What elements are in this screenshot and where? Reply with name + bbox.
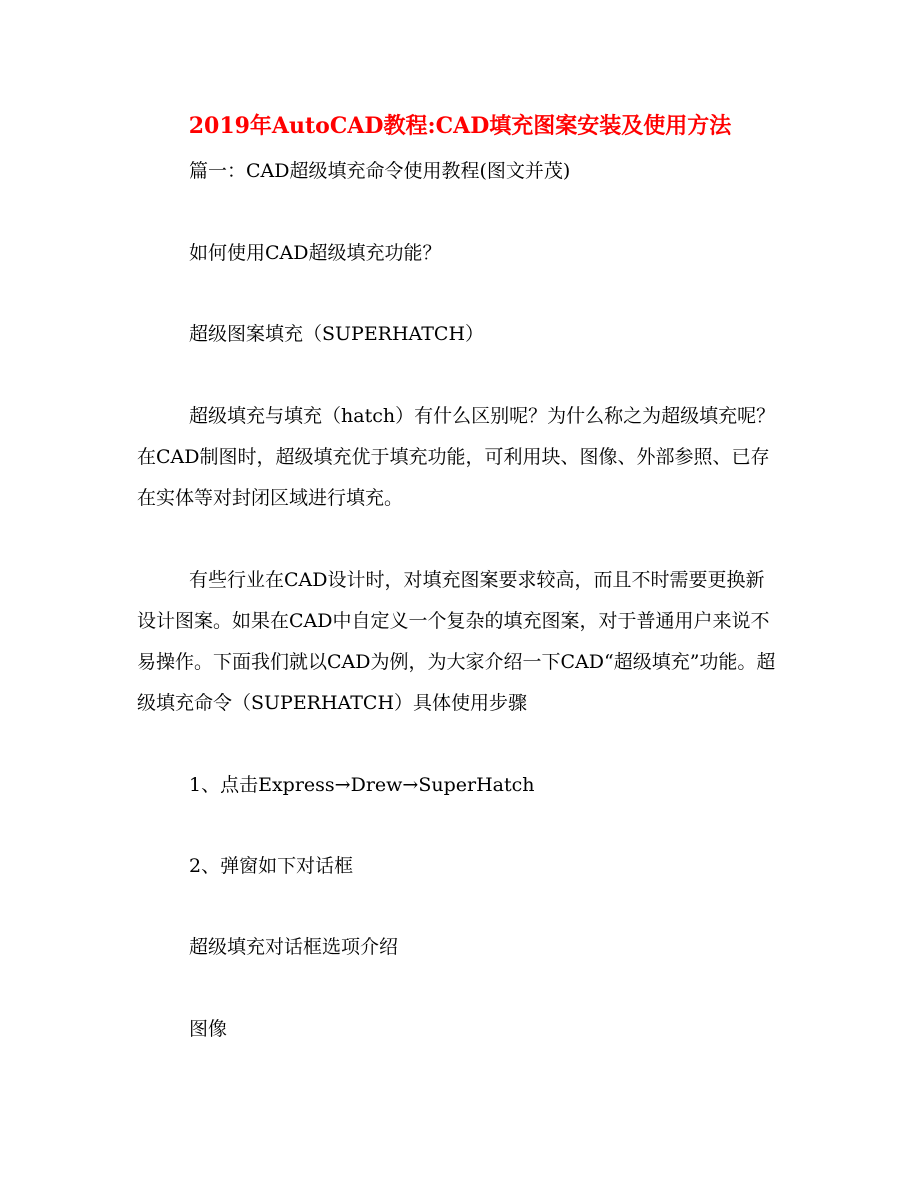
item-label-image: 图像: [189, 1018, 228, 1040]
paragraph-industry: 有些行业在CAD设计时，对填充图案要求较高，而且不时需要更换新设计图案。如果在CAD中自定义一个复杂的填充图案，对于普通用户来说不易操作。下面我们就以CAD为例，为大家介绍一下CAD“超级填充”功能。超级填充命令（SUPERHATCH）具体使用步骤: [137, 569, 776, 714]
document-title: 2019年AutoCAD教程:CAD填充图案安装及使用方法: [188, 113, 732, 139]
heading-how-to-use: 如何使用CAD超级填充功能？: [189, 242, 442, 264]
step-one: 1、点击Express→Drew→SuperHatch: [189, 774, 535, 796]
heading-superhatch: 超级图案填充（SUPERHATCH）: [189, 323, 485, 345]
section-label-dialog-options: 超级填充对话框选项介绍: [189, 936, 399, 958]
heading-article-one: 篇一：CAD超级填充命令使用教程(图文并茂): [189, 160, 571, 182]
step-two: 2、弹窗如下对话框: [189, 855, 354, 877]
paragraph-difference: 超级填充与填充（hatch）有什么区别呢？为什么称之为超级填充呢？在CAD制图时，超级填充优于填充功能，可利用块、图像、外部参照、已存在实体等对封闭区域进行填充。: [137, 405, 776, 509]
